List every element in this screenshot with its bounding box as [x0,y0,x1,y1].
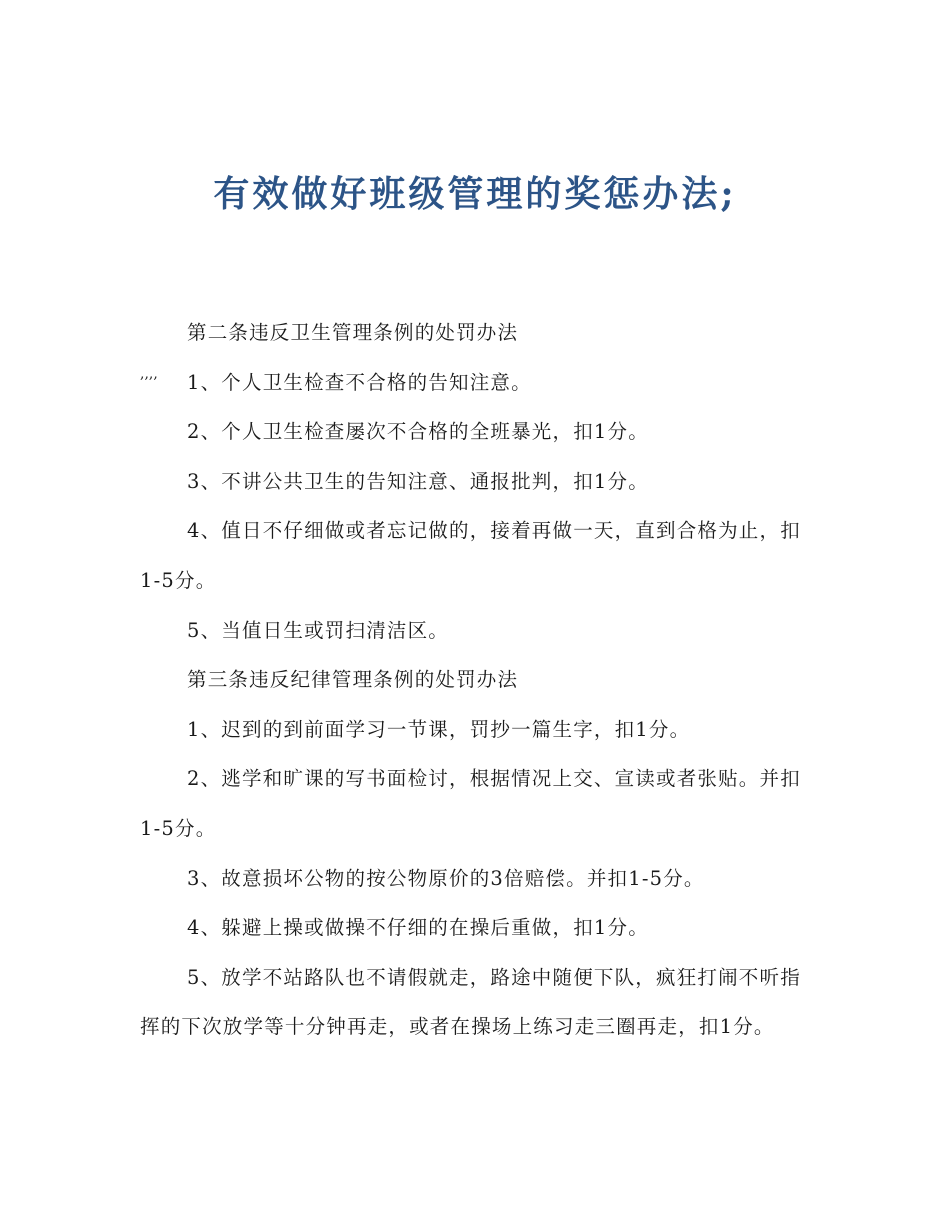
paragraph: 1、迟到的到前面学习一节课，罚抄一篇生字，扣1分。 [187,717,691,741]
paragraph: 3、故意损坏公物的按公物原价的3倍赔偿。并扣1-5分。 [187,866,705,890]
document-body [140,308,808,1052]
paragraph: 5、当值日生或罚扫清洁区。 [187,618,450,642]
paragraph: 2、逃学和旷课的写书面检讨，根据情况上交、宣读或者张贴。并扣1-5分。 [140,767,801,840]
paragraph: 2、个人卫生检查屡次不合格的全班暴光，扣1分。 [187,420,649,444]
paragraph: 1、个人卫生检查不合格的告知注意。 [187,370,532,394]
paragraph: 4、躲避上操或做操不仔细的在操后重做，扣1分。 [187,916,649,940]
document-title: 有效做好班级管理的奖惩办法; [213,173,737,215]
paragraph: 4、值日不仔细做或者忘记做的，接着再做一天，直到合格为止，扣1-5分。 [140,519,801,592]
section-heading: 第二条违反卫生管理条例的处罚办法 [187,321,519,344]
stray-mark: ,,,, [140,366,158,382]
paragraph: 3、不讲公共卫生的告知注意、通报批判，扣1分。 [187,469,649,493]
section-heading: 第三条违反纪律管理条例的处罚办法 [187,668,519,692]
paragraph: 5、放学不站路队也不请假就走，路途中随便下队，疯狂打闹不听指挥的下次放学等十分钟再走，或者在操场上练习走三圈再走，扣1分。 [140,965,801,1039]
